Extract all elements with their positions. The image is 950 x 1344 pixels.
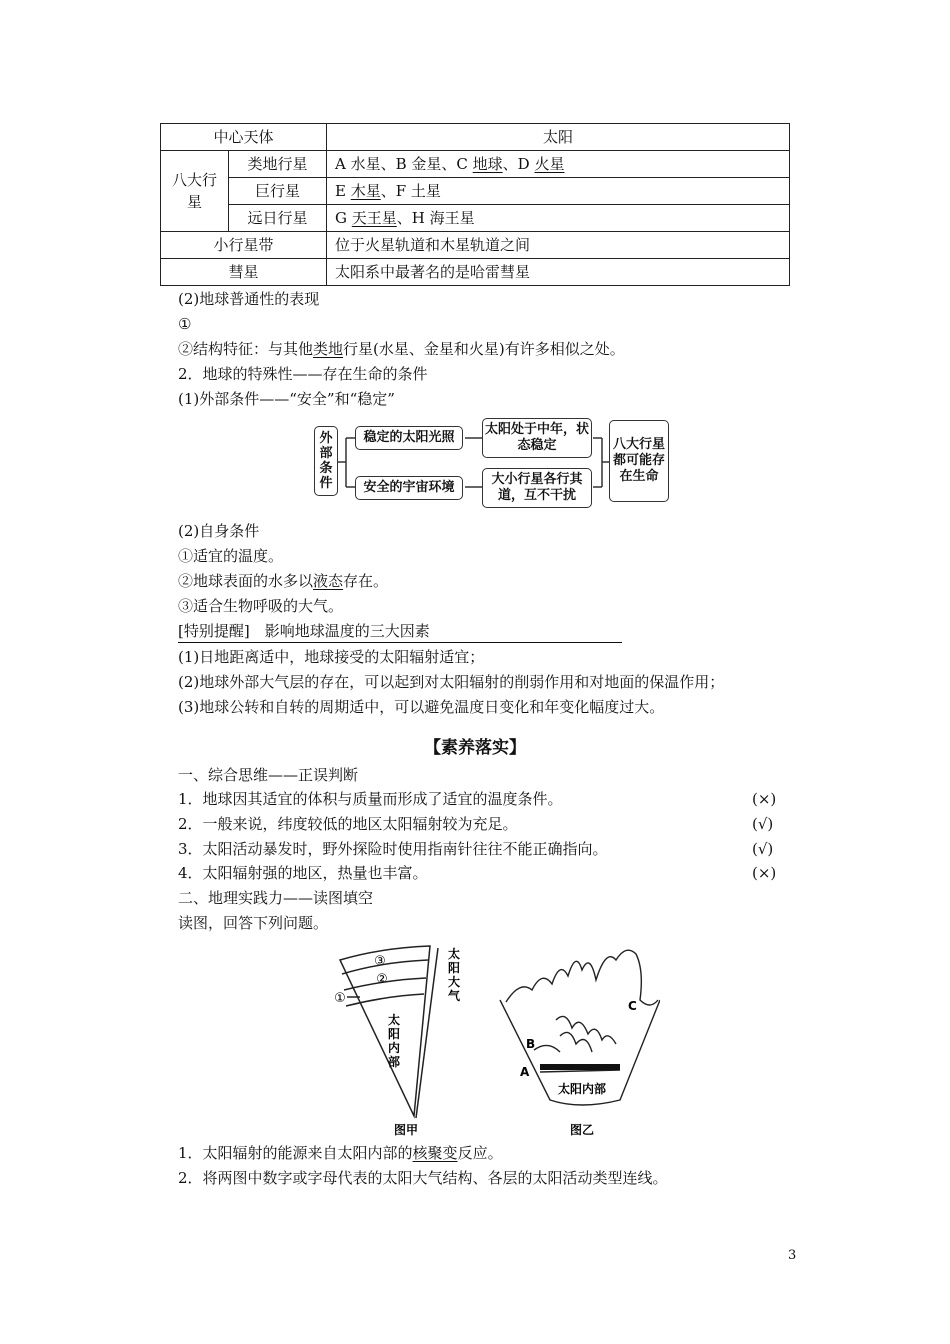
stable-sunlight-box: 稳定的太阳光照 [355,426,463,450]
giant-label: 巨行星 [229,178,327,205]
reminder-item-3: (3)地球公转和自转的周期适中，可以避免温度日变化和年变化幅度过大。 [178,698,665,716]
table-row [161,259,790,286]
safe-environment-box: 安全的宇宙环境 [355,476,463,500]
asteroid-label: 小行星带 [161,232,327,259]
table-row [161,124,790,151]
self-item-3: ③适合生物呼吸的大气。 [178,597,344,615]
caption-jia: 图甲 [393,1123,419,1137]
eight-planets-label: 八大行星 [161,151,229,232]
table-row [161,151,790,178]
distant-value: G 天王星、H 海王星 [327,205,790,232]
reminder-item-2: (2)地球外部大气层的存在，可以起到对太阳辐射的削弱作用和对地面的保温作用； [178,673,725,691]
answer-2: (√) [752,815,774,833]
table-row [161,232,790,259]
instruction: 读图，回答下列问题。 [178,914,329,932]
self-item-1: ①适宜的温度。 [178,547,284,565]
answer-3: (√) [752,840,774,858]
interior-label-2: 阳 [388,1027,401,1041]
ordinary-item-2: ②结构特征：与其他类地行星(水星、金星和火星)有许多相似之处。 [178,340,625,358]
atmosphere-label-2: 阳 [448,961,461,975]
comet-value: 太阳系中最著名的是哈雷彗星 [327,259,790,286]
question-4: 4．太阳辐射强的地区，热量也丰富。 [178,864,428,882]
terrestrial-value: A 水星、B 金星、C 地球、D 火星 [327,151,790,178]
question-1: 1．地球因其适宜的体积与质量而形成了适宜的温度条件。 [178,790,563,808]
atmosphere-label-1: 太 [448,947,461,961]
table-row [161,205,790,232]
self-item-2: ②地球表面的水多以液态存在。 [178,572,389,590]
table-row [161,178,790,205]
reminder-title: [特别提醒] 影响地球温度的三大因素 [178,620,622,643]
fill-answer-1: 1．太阳辐射的能源来自太阳内部的核聚变反应。 [178,1144,503,1162]
self-title: (2)自身条件 [178,522,260,540]
label-one: ① [334,991,346,1006]
atmosphere-label-3: 大 [448,975,461,989]
ordinary-item-1: ① [178,315,192,333]
label-a: A [520,1065,530,1079]
external-conditions-box: 外部条件 [314,426,338,496]
center-body-value: 太阳 [327,124,790,151]
interior-label-3: 内 [388,1041,401,1055]
atmosphere-label-4: 气 [448,989,461,1003]
sun-middle-age-box: 太阳处于中年，状态稳定 [482,418,592,458]
label-b: B [526,1037,536,1051]
ordinary-title: (2)地球普通性的表现 [178,290,320,308]
answer-4: (×) [752,864,777,882]
label-three: ③ [374,954,386,969]
caption-yi: 图乙 [569,1123,595,1137]
comet-label: 彗星 [161,259,327,286]
result-box: 八大行星都可能存在生命 [609,420,669,502]
reminder-item-1: (1)日地距离适中，地球接受的太阳辐射适宜； [178,648,485,666]
external-title: (1)外部条件——“安全”和“稳定” [178,390,395,408]
center-body-label: 中心天体 [161,124,327,151]
part2-title: 二、地理实践力——读图填空 [178,889,374,907]
giant-value: E 木星、F 土星 [327,178,790,205]
page-number: 3 [788,1248,797,1263]
planet-table [160,123,790,286]
question-2: 2．一般来说，纬度较低的地区太阳辐射较为充足。 [178,815,518,833]
photosphere-band [540,1064,620,1070]
yi-interior-label: 太阳内部 [557,1082,607,1096]
asteroid-value: 位于火星轨道和木星轨道之间 [327,232,790,259]
interior-label-1: 太 [388,1013,401,1027]
practice-heading: 【素养落实】 [424,738,526,758]
terrestrial-label: 类地行星 [229,151,327,178]
planets-orbit-box: 大小行星各行其道，互不干扰 [482,468,592,508]
label-two: ② [376,972,388,987]
sun-structure-figure [320,940,660,1140]
special-title: 2．地球的特殊性——存在生命的条件 [178,365,428,383]
question-3: 3．太阳活动暴发时，野外探险时使用指南针往往不能正确指向。 [178,840,608,858]
distant-label: 远日行星 [229,205,327,232]
part1-title: 一、综合思维——正误判断 [178,766,359,784]
answer-1: (×) [752,790,777,808]
fill-answer-2: 2．将两图中数字或字母代表的太阳大气结构、各层的太阳活动类型连线。 [178,1169,668,1187]
label-c: C [628,999,637,1013]
interior-label-4: 部 [388,1055,401,1069]
